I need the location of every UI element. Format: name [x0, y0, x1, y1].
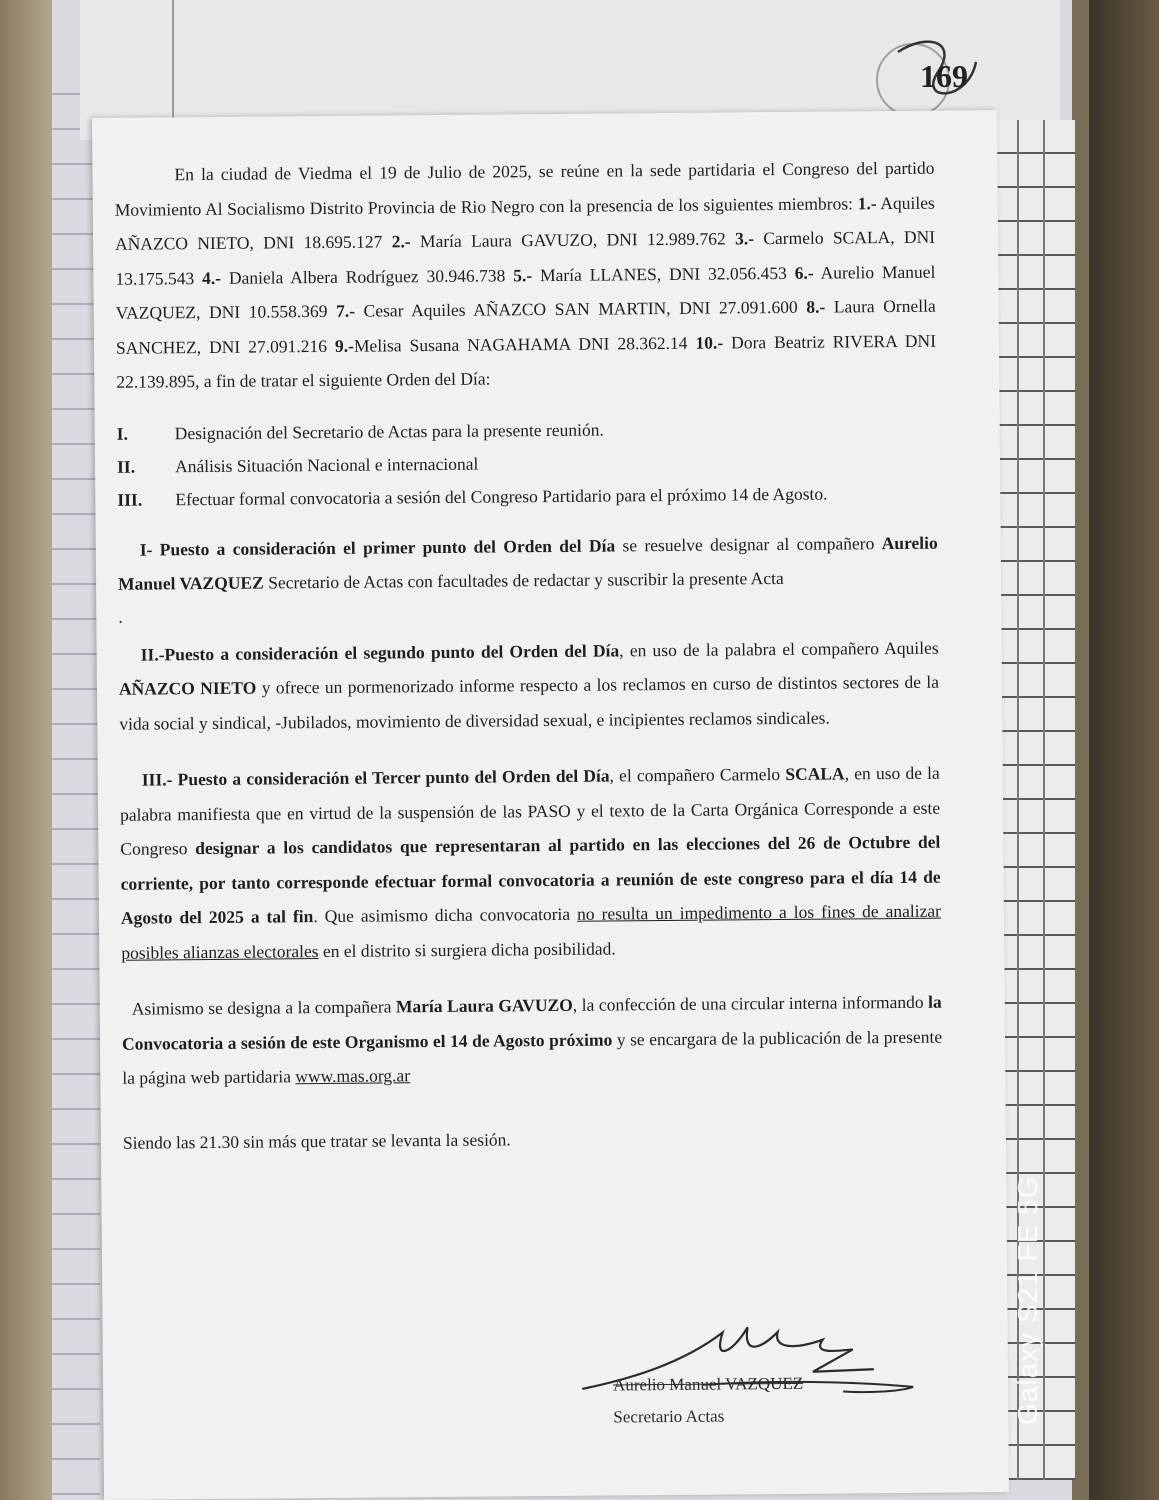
background-left — [0, 0, 60, 1500]
camera-watermark: Galaxy S21 FE 5G — [1012, 1175, 1043, 1425]
section-3-paragraph: III.- Puesto a consideración el Tercer punto del Orden del Día, el compañero Carmelo SCALA, en uso de la palabra manifiesta que en virtud de la suspensión de las PASO y el texto de la Carta Orgánica Corresponde a este Congreso designar a los candidatos que representaran al partido en las elecciones del 26 de Octubre del corriente, por tanto corresponde efectuar formal convocatoria a reunión de este congreso para el día 14 de Agosto del 2025 a tal fin. Que asimismo dicha convocatoria no resulta un impedimento a los fines de analizar posibles alianzas electorales en el distrito si surgiera dicha posibilidad. — [119, 762, 942, 963]
section-2-paragraph: II.-Puesto a consideración el segundo punto del Orden del Día, en uso de la palabra el compañero Aquiles AÑAZCO NIETO y ofrece un pormenorizado informe respecto a los reclamos en curso de distintos sectores de la vida social y sindical, -Jubilados, movimiento de diversidad sexual, e incipientes reclamos sindicales. — [118, 637, 940, 734]
section-1-paragraph: I- Puesto a consideración el primer punto del Orden del Día se resuelve designar al compañero Aurelio Manuel VAZQUEZ Secretario de Actas con facultades de redactar y suscribir la presente Acta — [117, 532, 938, 594]
section-4-paragraph: Asimismo se designa a la compañera María Laura GAVUZO, la confección de una circular interna informando la Convocatoria a sesión de este Organismo el 14 de Agosto próximo y se encargara de la publicación de la presente la página web partidaria www.mas.org.ar — [121, 991, 943, 1088]
document-body — [114, 151, 943, 1160]
intro-paragraph: En la ciudad de Viedma el 19 de Julio de 2025, se reúne en la sede partidaria el Congreso del partido Movimiento Al Socialismo Distrito Provincia de Rio Negro con la presencia de los siguientes miembros: 1.- Aquiles AÑAZCO NIETO, DNI 18.695.127 2.- María Laura GAVUZO, DNI 12.989.762 3.- Carmelo SCALA, DNI 13.175.543 4.- Daniela Albera Rodríguez 30.946.738 5.- María LLANES, DNI 32.056.453 6.- Aurelio Manuel VAZQUEZ, DNI 10.558.369 7.- Cesar Aquiles AÑAZCO SAN MARTIN, DNI 27.091.600 8.- Laura Ornella SANCHEZ, DNI 27.091.216 9.-Melisa Susana NAGAHAMA DNI 28.362.14 10.- Dora Beatriz RIVERA DNI 22.139.895, a fin de tratar el siguiente Orden del Día: — [114, 157, 937, 392]
closing-line: Siendo las 21.30 sin más que tratar se levanta la sesión. — [122, 1128, 511, 1153]
stray-dot: . — [118, 606, 123, 627]
agenda-item: II. Análisis Situación Nacional e internacional — [116, 453, 479, 477]
document-sheet — [92, 110, 1009, 1500]
agenda-item: III. Efectuar formal convocatoria a sesión del Congreso Partidario para el próximo 14 de Agosto. — [117, 483, 828, 510]
signer-role: Secretario Actas — [613, 1406, 725, 1427]
background-right — [1089, 0, 1159, 1500]
page-number: 169 — [920, 58, 968, 94]
agenda-item: I. Designación del Secretario de Actas para la presente reunión. — [116, 419, 604, 444]
agenda-list — [117, 410, 938, 516]
signer-name: Aurelio Manuel VAZQUEZ — [612, 1373, 804, 1395]
